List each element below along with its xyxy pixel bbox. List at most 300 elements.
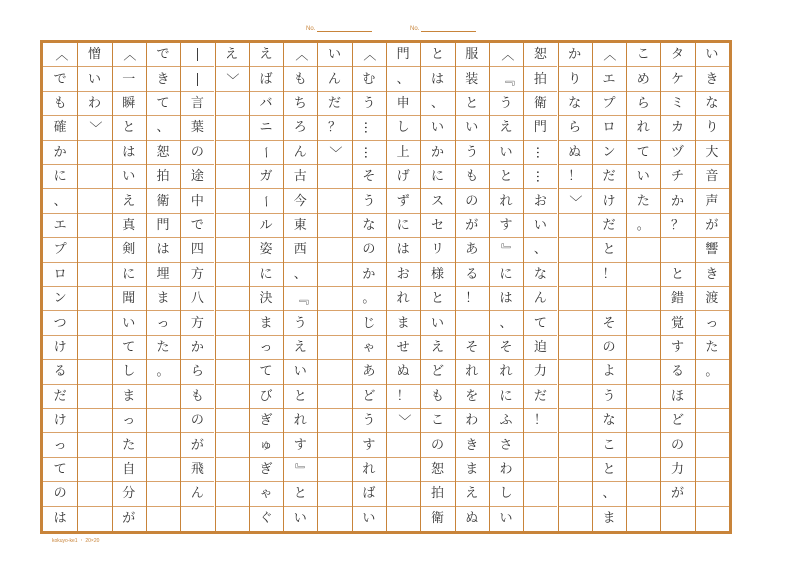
manuscript-cell: ニ bbox=[249, 116, 283, 140]
manuscript-cell: か bbox=[352, 263, 386, 287]
manuscript-cell: 拍 bbox=[523, 67, 557, 91]
manuscript-cell: は bbox=[53, 511, 67, 527]
manuscript-cell: い bbox=[112, 311, 146, 335]
manuscript-cell: 『 bbox=[283, 287, 317, 311]
manuscript-cell: な bbox=[523, 263, 557, 287]
manuscript-cell bbox=[386, 458, 420, 482]
manuscript-cell: 衛 bbox=[146, 189, 180, 213]
manuscript-cell: と bbox=[592, 238, 626, 262]
manuscript-cell bbox=[77, 189, 111, 213]
manuscript-cell bbox=[215, 141, 249, 165]
manuscript-cell: ば bbox=[352, 482, 386, 506]
manuscript-cell: つ bbox=[43, 311, 77, 335]
manuscript-cell: っ bbox=[146, 311, 180, 335]
manuscript-cell: チ bbox=[660, 165, 694, 189]
manuscript-cell bbox=[215, 360, 249, 384]
manuscript-cell: そ bbox=[455, 336, 489, 360]
manuscript-cell bbox=[695, 458, 729, 482]
manuscript-cell bbox=[317, 336, 351, 360]
manuscript-cell: 衛 bbox=[523, 92, 557, 116]
manuscript-cell: 八 bbox=[180, 287, 214, 311]
paper-brand-mark: kokuyo-ke1 ・ 20×20 bbox=[52, 538, 100, 544]
manuscript-cell bbox=[77, 263, 111, 287]
manuscript-cell bbox=[215, 287, 249, 311]
manuscript-cell: 方 bbox=[180, 311, 214, 335]
manuscript-cell: の bbox=[420, 433, 454, 457]
manuscript-cell bbox=[523, 507, 557, 531]
manuscript-cell: る bbox=[455, 263, 489, 287]
manuscript-cell: も bbox=[420, 385, 454, 409]
manuscript-cell: っ bbox=[43, 433, 77, 457]
manuscript-column bbox=[352, 43, 386, 531]
manuscript-cell: ？ bbox=[317, 116, 351, 140]
manuscript-cell: で bbox=[146, 43, 180, 67]
manuscript-cell bbox=[626, 336, 660, 360]
manuscript-cell: も bbox=[43, 92, 77, 116]
manuscript-cell: れ bbox=[352, 458, 386, 482]
manuscript-cell bbox=[455, 311, 489, 335]
manuscript-cell: な bbox=[558, 92, 592, 116]
manuscript-cell bbox=[523, 433, 557, 457]
manuscript-cell bbox=[558, 458, 592, 482]
manuscript-cell bbox=[215, 311, 249, 335]
manuscript-cell: 。 bbox=[695, 360, 729, 384]
column-divider bbox=[180, 43, 181, 531]
manuscript-cell: ヅ bbox=[660, 141, 694, 165]
manuscript-cell: ！ bbox=[558, 165, 592, 189]
manuscript-cell: も bbox=[283, 67, 317, 91]
manuscript-cell: る bbox=[43, 360, 77, 384]
manuscript-cell: い bbox=[420, 116, 454, 140]
manuscript-cell: 力 bbox=[523, 360, 557, 384]
manuscript-cell: ぬ bbox=[386, 360, 420, 384]
manuscript-cell: す bbox=[283, 433, 317, 457]
manuscript-cell bbox=[146, 409, 180, 433]
manuscript-cell: ぎ bbox=[249, 409, 283, 433]
manuscript-cell: 』 bbox=[283, 458, 317, 482]
manuscript-cell: 〈 bbox=[283, 43, 317, 67]
manuscript-cell bbox=[626, 385, 660, 409]
manuscript-cell: え bbox=[489, 116, 523, 140]
manuscript-cell: 真 bbox=[112, 214, 146, 238]
manuscript-cell: 、 bbox=[489, 311, 523, 335]
manuscript-cell: と bbox=[283, 482, 317, 506]
manuscript-cell bbox=[660, 507, 694, 531]
manuscript-cell: が bbox=[122, 511, 136, 527]
manuscript-cell: て bbox=[146, 92, 180, 116]
manuscript-cell: わ bbox=[489, 458, 523, 482]
manuscript-cell: れ bbox=[489, 189, 523, 213]
manuscript-cell: ？ bbox=[660, 214, 694, 238]
manuscript-cell: 言 bbox=[180, 92, 214, 116]
manuscript-cell: ミ bbox=[660, 92, 694, 116]
manuscript-column bbox=[317, 43, 351, 531]
manuscript-cell bbox=[77, 311, 111, 335]
manuscript-cell: た bbox=[112, 433, 146, 457]
manuscript-cell: う bbox=[283, 311, 317, 335]
manuscript-cell: バ bbox=[249, 92, 283, 116]
manuscript-cell bbox=[558, 360, 592, 384]
manuscript-cell bbox=[558, 409, 592, 433]
manuscript-cell: ぎ bbox=[249, 458, 283, 482]
manuscript-cell: て bbox=[43, 458, 77, 482]
manuscript-cell: ま bbox=[249, 311, 283, 335]
manuscript-cell: 迫 bbox=[523, 336, 557, 360]
manuscript-cell: 音 bbox=[695, 165, 729, 189]
manuscript-cell: ！ bbox=[592, 263, 626, 287]
manuscript-cell: 装 bbox=[455, 67, 489, 91]
manuscript-cell bbox=[660, 238, 694, 262]
manuscript-cell bbox=[146, 433, 180, 457]
manuscript-cell: も bbox=[180, 385, 214, 409]
manuscript-cell: 今 bbox=[283, 189, 317, 213]
manuscript-cell: は bbox=[112, 141, 146, 165]
manuscript-cell: 錯 bbox=[660, 287, 694, 311]
number-field-1 bbox=[306, 26, 372, 32]
manuscript-cell: は bbox=[386, 238, 420, 262]
manuscript-cell: ん bbox=[523, 287, 557, 311]
manuscript-cell bbox=[77, 238, 111, 262]
manuscript-cell: 姿 bbox=[249, 238, 283, 262]
manuscript-cell: が bbox=[660, 482, 694, 506]
manuscript-cell: の bbox=[352, 238, 386, 262]
manuscript-cell: な bbox=[695, 92, 729, 116]
manuscript-cell bbox=[558, 263, 592, 287]
manuscript-cell: ゃ bbox=[249, 482, 283, 506]
manuscript-cell bbox=[215, 263, 249, 287]
manuscript-cell bbox=[386, 507, 420, 531]
manuscript-cell: ― bbox=[180, 67, 214, 91]
manuscript-cell bbox=[626, 458, 660, 482]
manuscript-cell: う bbox=[455, 141, 489, 165]
manuscript-cell: り bbox=[695, 116, 729, 140]
manuscript-cell bbox=[626, 238, 660, 262]
manuscript-cell: れ bbox=[489, 360, 523, 384]
manuscript-cell: は bbox=[146, 238, 180, 262]
column-divider bbox=[592, 43, 593, 531]
manuscript-cell: ！ bbox=[386, 385, 420, 409]
manuscript-cell: セ bbox=[420, 214, 454, 238]
manuscript-cell: ま bbox=[386, 311, 420, 335]
manuscript-cell bbox=[317, 458, 351, 482]
manuscript-cell: あ bbox=[455, 238, 489, 262]
manuscript-cell: だ bbox=[592, 165, 626, 189]
manuscript-cell: い bbox=[362, 511, 376, 527]
manuscript-column bbox=[77, 43, 111, 531]
manuscript-cell: ん bbox=[317, 67, 351, 91]
manuscript-cell: う bbox=[592, 385, 626, 409]
manuscript-cell bbox=[317, 263, 351, 287]
manuscript-cell: け bbox=[592, 189, 626, 213]
manuscript-cell: う bbox=[489, 92, 523, 116]
manuscript-cell: わ bbox=[77, 92, 111, 116]
manuscript-cell: い bbox=[626, 165, 660, 189]
manuscript-cell bbox=[77, 360, 111, 384]
manuscript-column bbox=[249, 43, 283, 531]
manuscript-cell: て bbox=[523, 311, 557, 335]
manuscript-cell: エ bbox=[592, 67, 626, 91]
manuscript-cell bbox=[523, 458, 557, 482]
manuscript-cell: も bbox=[455, 165, 489, 189]
manuscript-cell bbox=[77, 482, 111, 506]
manuscript-cell bbox=[558, 385, 592, 409]
manuscript-cell: ば bbox=[249, 67, 283, 91]
manuscript-cell bbox=[215, 385, 249, 409]
column-divider bbox=[386, 43, 387, 531]
manuscript-cell bbox=[146, 482, 180, 506]
manuscript-cell bbox=[523, 482, 557, 506]
manuscript-cell: は bbox=[420, 67, 454, 91]
manuscript-cell: と bbox=[420, 287, 454, 311]
manuscript-cell bbox=[317, 360, 351, 384]
manuscript-cell: さ bbox=[489, 433, 523, 457]
manuscript-cell bbox=[626, 311, 660, 335]
manuscript-cell: 覚 bbox=[660, 311, 694, 335]
manuscript-cell: カ bbox=[660, 116, 694, 140]
manuscript-cell: し bbox=[489, 482, 523, 506]
manuscript-cell: ら bbox=[626, 92, 660, 116]
manuscript-cell: ま bbox=[112, 385, 146, 409]
manuscript-cell bbox=[626, 507, 660, 531]
manuscript-cell: う bbox=[352, 189, 386, 213]
manuscript-cell: 〉 bbox=[386, 409, 420, 433]
manuscript-cell: ぐ bbox=[259, 511, 273, 527]
manuscript-cell: ロ bbox=[43, 263, 77, 287]
manuscript-cell: 中 bbox=[180, 189, 214, 213]
manuscript-cell: し bbox=[386, 116, 420, 140]
manuscript-cell bbox=[215, 482, 249, 506]
manuscript-cell: か bbox=[420, 141, 454, 165]
manuscript-cell: 。 bbox=[352, 287, 386, 311]
manuscript-cell: 分 bbox=[112, 482, 146, 506]
manuscript-cell: ど bbox=[352, 385, 386, 409]
manuscript-cell: と bbox=[489, 165, 523, 189]
manuscript-cell: 声 bbox=[695, 189, 729, 213]
manuscript-cell: 服 bbox=[455, 43, 489, 67]
manuscript-cell bbox=[626, 482, 660, 506]
manuscript-cell bbox=[77, 214, 111, 238]
manuscript-cell: 恕 bbox=[146, 141, 180, 165]
manuscript-cell: か bbox=[660, 189, 694, 213]
manuscript-cell bbox=[695, 482, 729, 506]
manuscript-column bbox=[180, 43, 214, 531]
manuscript-column bbox=[558, 43, 592, 531]
manuscript-cell bbox=[317, 214, 351, 238]
manuscript-cell: い bbox=[695, 43, 729, 67]
column-divider bbox=[695, 43, 696, 531]
manuscript-cell: し bbox=[112, 360, 146, 384]
manuscript-cell: す bbox=[489, 214, 523, 238]
manuscript-cell: 』 bbox=[489, 238, 523, 262]
manuscript-cell: と bbox=[592, 458, 626, 482]
manuscript-cell: て bbox=[249, 360, 283, 384]
manuscript-cell: っ bbox=[695, 311, 729, 335]
manuscript-cell: 大 bbox=[695, 141, 729, 165]
manuscript-cell bbox=[386, 433, 420, 457]
manuscript-cell: の bbox=[455, 189, 489, 213]
manuscript-cell: 恕 bbox=[420, 458, 454, 482]
manuscript-cell: ろ bbox=[283, 116, 317, 140]
manuscript-cell: 衛 bbox=[430, 511, 444, 527]
manuscript-cell: た bbox=[695, 336, 729, 360]
manuscript-cell: き bbox=[455, 433, 489, 457]
column-divider bbox=[660, 43, 661, 531]
manuscript-cell: 門 bbox=[386, 43, 420, 67]
manuscript-cell: 方 bbox=[180, 263, 214, 287]
manuscript-cell: 〈 bbox=[112, 43, 146, 67]
manuscript-cell: た bbox=[146, 336, 180, 360]
manuscript-cell: じ bbox=[352, 311, 386, 335]
manuscript-cell bbox=[695, 433, 729, 457]
manuscript-cell: ぬ bbox=[465, 511, 479, 527]
manuscript-cell: ぬ bbox=[558, 141, 592, 165]
manuscript-cell: で bbox=[180, 214, 214, 238]
manuscript-cell: っ bbox=[112, 409, 146, 433]
manuscript-cell bbox=[77, 336, 111, 360]
manuscript-cell: ふ bbox=[489, 409, 523, 433]
manuscript-column bbox=[455, 43, 489, 531]
manuscript-cell bbox=[317, 165, 351, 189]
manuscript-cell bbox=[558, 507, 592, 531]
manuscript-cell bbox=[558, 482, 592, 506]
manuscript-cell: ん bbox=[180, 482, 214, 506]
manuscript-cell bbox=[215, 507, 249, 531]
column-divider bbox=[558, 43, 559, 531]
manuscript-cell: が bbox=[455, 214, 489, 238]
manuscript-cell: そ bbox=[489, 336, 523, 360]
manuscript-cell: 『 bbox=[489, 67, 523, 91]
column-divider bbox=[489, 43, 490, 531]
manuscript-cell: だ bbox=[43, 385, 77, 409]
manuscript-cell: だ bbox=[523, 385, 557, 409]
manuscript-cell: れ bbox=[283, 409, 317, 433]
manuscript-cell: に bbox=[249, 263, 283, 287]
manuscript-cell: ど bbox=[660, 409, 694, 433]
manuscript-cell bbox=[146, 507, 180, 531]
manuscript-cell: ー bbox=[249, 189, 283, 213]
manuscript-cell: と bbox=[420, 43, 454, 67]
manuscript-cell bbox=[317, 385, 351, 409]
manuscript-cell: と bbox=[660, 263, 694, 287]
manuscript-cell: ま bbox=[455, 458, 489, 482]
manuscript-cell: … bbox=[352, 116, 386, 140]
manuscript-cell: エ bbox=[43, 214, 77, 238]
manuscript-cell: い bbox=[283, 360, 317, 384]
manuscript-cell: ン bbox=[592, 141, 626, 165]
manuscript-cell: 、 bbox=[420, 92, 454, 116]
manuscript-cell bbox=[146, 458, 180, 482]
manuscript-cell: え bbox=[455, 482, 489, 506]
manuscript-cell: … bbox=[523, 141, 557, 165]
manuscript-cell: 埋 bbox=[146, 263, 180, 287]
manuscript-cell: は bbox=[489, 287, 523, 311]
manuscript-cell: 葉 bbox=[180, 116, 214, 140]
manuscript-cell: が bbox=[695, 214, 729, 238]
manuscript-cell: に bbox=[489, 385, 523, 409]
manuscript-cell: だ bbox=[592, 214, 626, 238]
manuscript-cell: ん bbox=[283, 141, 317, 165]
manuscript-cell: か bbox=[180, 336, 214, 360]
manuscript-cell: い bbox=[523, 214, 557, 238]
manuscript-cell: 憎 bbox=[77, 43, 111, 67]
manuscript-cell: ま bbox=[146, 287, 180, 311]
manuscript-cell bbox=[626, 287, 660, 311]
manuscript-cell: に bbox=[112, 263, 146, 287]
manuscript-cell: そ bbox=[592, 311, 626, 335]
column-divider bbox=[112, 43, 113, 531]
manuscript-cell: 聞 bbox=[112, 287, 146, 311]
manuscript-cell: こ bbox=[592, 433, 626, 457]
manuscript-sheet bbox=[40, 40, 732, 534]
manuscript-cell: 決 bbox=[249, 287, 283, 311]
manuscript-cell bbox=[626, 433, 660, 457]
manuscript-cell: え bbox=[249, 43, 283, 67]
manuscript-cell: タ bbox=[660, 43, 694, 67]
manuscript-cell: え bbox=[420, 336, 454, 360]
manuscript-cell bbox=[180, 507, 214, 531]
manuscript-cell bbox=[77, 458, 111, 482]
manuscript-cell: 〈 bbox=[489, 43, 523, 67]
manuscript-column bbox=[386, 43, 420, 531]
number-label: No. bbox=[306, 26, 316, 32]
manuscript-cell: い bbox=[112, 165, 146, 189]
manuscript-cell: で bbox=[43, 67, 77, 91]
manuscript-cell: 四 bbox=[180, 238, 214, 262]
manuscript-cell: あ bbox=[352, 360, 386, 384]
manuscript-cell: 、 bbox=[146, 116, 180, 140]
manuscript-cell: 渡 bbox=[695, 287, 729, 311]
manuscript-cell: ず bbox=[386, 189, 420, 213]
manuscript-cell bbox=[77, 409, 111, 433]
manuscript-column bbox=[626, 43, 660, 531]
manuscript-cell: 東 bbox=[283, 214, 317, 238]
column-divider bbox=[352, 43, 353, 531]
manuscript-cell: 。 bbox=[626, 214, 660, 238]
manuscript-cell bbox=[215, 409, 249, 433]
manuscript-cell: な bbox=[352, 214, 386, 238]
manuscript-cell bbox=[558, 433, 592, 457]
column-divider bbox=[420, 43, 421, 531]
manuscript-cell: す bbox=[660, 336, 694, 360]
manuscript-cell: 途 bbox=[180, 165, 214, 189]
manuscript-cell: こ bbox=[420, 409, 454, 433]
manuscript-cell: の bbox=[180, 141, 214, 165]
manuscript-column bbox=[592, 43, 626, 531]
manuscript-cell bbox=[695, 507, 729, 531]
manuscript-cell: び bbox=[249, 385, 283, 409]
manuscript-cell: ― bbox=[180, 43, 214, 67]
manuscript-cell: れ bbox=[386, 287, 420, 311]
manuscript-cell: き bbox=[146, 67, 180, 91]
manuscript-cell: 古 bbox=[283, 165, 317, 189]
manuscript-cell: え bbox=[112, 189, 146, 213]
column-divider bbox=[215, 43, 216, 531]
manuscript-cell bbox=[77, 287, 111, 311]
manuscript-cell bbox=[215, 214, 249, 238]
manuscript-cell: 上 bbox=[386, 141, 420, 165]
manuscript-cell: 、 bbox=[592, 482, 626, 506]
manuscript-cell: き bbox=[695, 67, 729, 91]
manuscript-column bbox=[489, 43, 523, 531]
manuscript-cell bbox=[558, 287, 592, 311]
manuscript-cell: す bbox=[352, 433, 386, 457]
manuscript-cell: い bbox=[77, 67, 111, 91]
manuscript-column bbox=[215, 43, 249, 531]
manuscript-cell: 〈 bbox=[352, 43, 386, 67]
manuscript-cell: 〉 bbox=[215, 67, 249, 91]
manuscript-cell: 。 bbox=[146, 360, 180, 384]
manuscript-cell: 響 bbox=[695, 238, 729, 262]
